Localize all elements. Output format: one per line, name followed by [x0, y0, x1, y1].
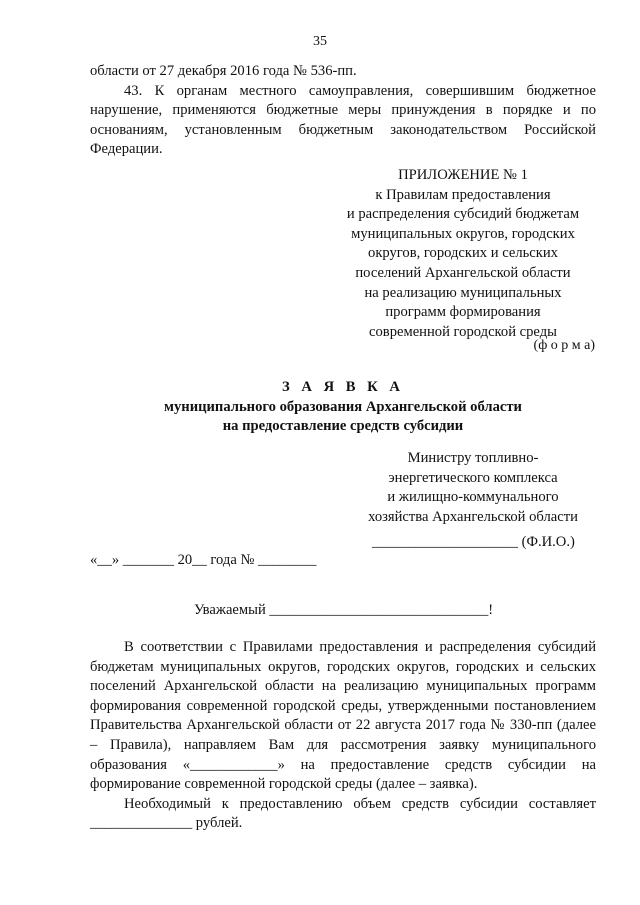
appendix-line: программ формирования: [385, 304, 541, 321]
addressee-line: энергетического комплекса: [388, 469, 558, 486]
title-line: на предоставление средств субсидии: [222, 418, 464, 435]
greeting-line: Уважаемый ______________________________!: [194, 602, 494, 618]
appendix-line: поселений Архангельской области: [355, 264, 571, 281]
title-line: муниципального образования Архангельской области: [164, 398, 522, 415]
document-title: [90, 378, 596, 437]
date-number-line: «__» _______ 20__ года № ________: [90, 552, 317, 568]
body-section: [90, 638, 596, 834]
appendix-line: округов, городских и сельских: [368, 245, 558, 262]
page-number: 35: [313, 34, 327, 49]
appendix-line: ПРИЛОЖЕНИЕ № 1: [398, 167, 528, 183]
addressee-line: и жилищно-коммунального: [387, 489, 559, 506]
appendix-line: и распределения субсидий бюджетам: [346, 206, 580, 223]
addressee-line: Министру топливно-: [407, 450, 539, 466]
body-paragraph-1: В соответствии с Правилами предоставления и распределения субсидий бюджетам муниципальных округов, городских округов, городских и сельских поселений Архангельской области на реализацию муниципальных программ формирования современной городской среды, утвержденными постановлением Правительства Архангельской области от 22 августа 2017 года № 330-пп (далее – Правила), направляем Вам для рассмотрения заявку муниципального образования «____________» на предоставление средств субсидии на формирование современной городской среды (далее – заявка).: [90, 639, 596, 793]
title-main: З А Я В К А: [282, 379, 404, 395]
addressee-block: [360, 449, 586, 527]
body-paragraph-2: Необходимый к предоставлению объем средств субсидии составляет ______________ рублей.: [90, 795, 596, 832]
form-label: (ф о р м а): [533, 338, 595, 353]
appendix-line: к Правилам предоставления: [375, 186, 551, 203]
addressee-line: хозяйства Архангельской области: [368, 508, 578, 525]
intro-section: [90, 62, 596, 160]
appendix-line: современной городской среды: [369, 323, 557, 340]
appendix-header: [330, 166, 596, 342]
paragraph-43: 43. К органам местного самоуправления, совершившим бюджетное нарушение, применяются бюджетные меры принуждения в порядке и по основаниям, установленным бюджетным законодательством Российской Федерации.: [90, 82, 596, 158]
fio-line: ____________________ (Ф.И.О.): [372, 534, 575, 550]
appendix-line: на реализацию муниципальных: [364, 284, 562, 301]
intro-line: области от 27 декабря 2016 года № 536-пп.: [90, 63, 357, 79]
appendix-line: муниципальных округов, городских: [351, 225, 575, 242]
